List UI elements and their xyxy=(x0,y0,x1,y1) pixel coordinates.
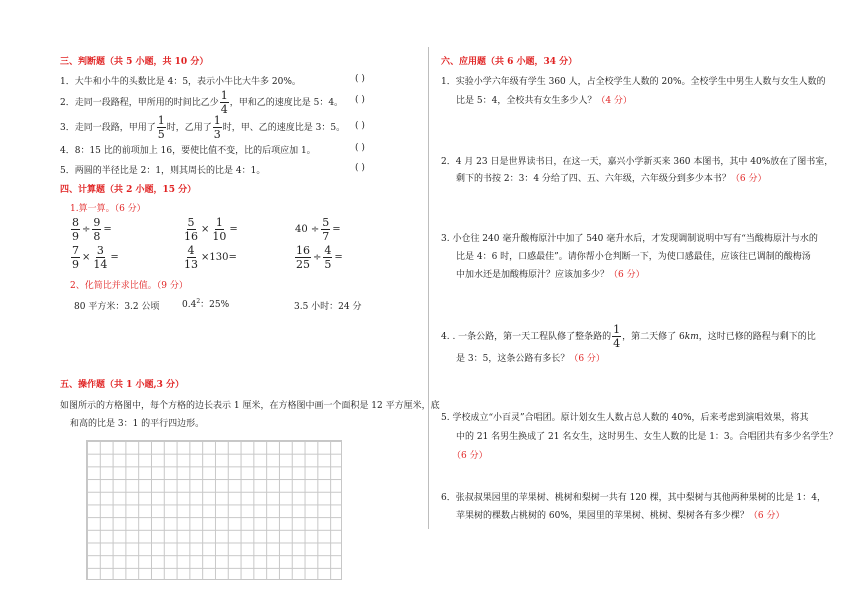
calc-subtitle-1: 1.算一算。（6 分） xyxy=(70,204,146,214)
app-question-4-line-2 xyxy=(456,351,605,364)
judge-question-2-text-b: ，甲和乙的速度比是 5：4。 xyxy=(229,98,344,108)
denominator: 9 xyxy=(72,230,79,243)
points-label: （6 分） xyxy=(748,511,785,521)
judge-question-3-text-a: 3．走同一段路，甲用了 xyxy=(60,123,156,133)
calc-item-6 xyxy=(294,245,344,270)
points-label: （4 分） xyxy=(596,96,632,106)
numerator: 8 xyxy=(72,216,79,229)
app-question-3-line-1: 3. 小仓往 240 毫升酸梅原汁中加了 540 毫升水后，才发现调制说明中写有“当酸梅原汁与水的 xyxy=(441,234,818,244)
numerator: 4 xyxy=(324,244,332,257)
fraction xyxy=(213,115,222,140)
fraction xyxy=(321,217,330,242)
numerator: 1 xyxy=(213,114,221,127)
ratio-item-2 xyxy=(182,297,229,310)
fraction xyxy=(157,115,166,140)
ratio-item-3: 3.5 小时：24 分 xyxy=(294,302,362,312)
numerator: 1 xyxy=(157,114,165,127)
section-3-title: 三、判断题（共 5 小题，共 10 分） xyxy=(60,57,209,67)
operator: ÷ xyxy=(313,252,322,263)
calc-item-1 xyxy=(70,217,113,242)
app-question-1-line-1: 1．实验小学六年级有学生 360 人，占全校学生人数的 20%。全校学生中男生人数与女生人数的 xyxy=(441,77,826,87)
numerator: 16 xyxy=(296,244,310,257)
equals-sign: = xyxy=(229,224,238,235)
fraction xyxy=(211,217,227,242)
points-label: （6 分） xyxy=(569,354,605,364)
app-question-6-line-2 xyxy=(456,508,784,521)
denominator: 10 xyxy=(212,230,227,243)
judge-question-2-text-a: 2．走同一段路程，甲所用的时间比乙少 xyxy=(60,98,219,108)
numerator: 5 xyxy=(187,216,195,229)
denominator: 14 xyxy=(93,258,108,271)
numerator: 5 xyxy=(322,216,330,229)
app-question-2-text: 剩下的书按 2：3：4 分给了四、五、六年级，六年级分到多少本书？ xyxy=(456,174,731,184)
section-5-title: 五、操作题（共 1 小题,3 分） xyxy=(60,380,185,390)
equals-sign: = xyxy=(110,252,119,263)
numerator: 1 xyxy=(215,216,223,229)
operand: 40 ÷ xyxy=(295,224,320,235)
ratio-item-1: 80 平方米：3.2 公顷 xyxy=(74,302,160,312)
app-question-2-line-1: 2．4 月 23 日是世界读书日，在这一天，嘉兴小学新买来 360 本图书，其中 40%放在了图书室， xyxy=(441,157,834,167)
fraction xyxy=(92,217,101,242)
fraction xyxy=(183,217,199,242)
exponent: 2 xyxy=(196,298,201,305)
operator: ÷ xyxy=(82,224,91,235)
points-label: （6 分） xyxy=(730,174,767,184)
answer-paren-5[interactable]: ( ) xyxy=(355,163,365,173)
app-question-6-line-1: 6．张叔叔果园里的苹果树、桃树和梨树一共有 120 棵，其中梨树与其他两种果树的比是 1：4， xyxy=(441,493,826,503)
answer-paren-2[interactable]: ( ) xyxy=(355,95,365,105)
judge-question-3-text-b: 时，乙用了 xyxy=(166,123,212,133)
section-6-title: 六、应用题（共 6 小题，34 分） xyxy=(441,57,578,67)
fraction xyxy=(71,217,80,242)
fraction xyxy=(612,324,621,349)
equals-sign: = xyxy=(103,224,112,235)
equals-sign: = xyxy=(332,224,341,235)
denominator: 25 xyxy=(296,258,310,271)
ratio-base: 0.4 xyxy=(182,300,197,310)
numerator: 1 xyxy=(220,89,228,102)
judge-question-1: 1．大牛和小牛的头数比是 4：5，表示小牛比大牛多 20%。 xyxy=(60,77,301,87)
fraction xyxy=(71,245,80,270)
calc-subtitle-2: 2、化简比并求比值。（9 分） xyxy=(70,281,188,291)
app-question-4-line-1 xyxy=(441,324,816,349)
app-question-2-line-2 xyxy=(456,171,767,184)
numerator: 1 xyxy=(613,323,621,336)
app-question-4-text-c: ，这时已修的路程与剩下的比 xyxy=(698,332,816,342)
calc-item-4 xyxy=(70,245,120,270)
app-question-6-text: 苹果树的棵数占桃树的 60%，果园里的苹果树、桃树、梨树各有多少棵？ xyxy=(456,511,749,521)
app-question-1-line-2 xyxy=(456,93,632,106)
denominator: 3 xyxy=(213,128,221,141)
judge-question-3-text-c: 时，甲、乙的速度比是 3：5。 xyxy=(222,123,346,133)
points-label: （6 分） xyxy=(609,270,645,280)
numerator: 9 xyxy=(93,216,101,229)
denominator: 16 xyxy=(184,230,198,243)
fraction xyxy=(183,245,199,270)
calc-item-5 xyxy=(182,245,238,270)
answer-paren-1[interactable]: ( ) xyxy=(355,74,365,84)
answer-paren-3[interactable]: ( ) xyxy=(355,121,365,131)
calc-item-2 xyxy=(182,217,239,242)
unit-km: km xyxy=(684,332,699,342)
fraction xyxy=(295,245,311,270)
operator: ×130= xyxy=(201,252,237,263)
denominator: 7 xyxy=(322,230,330,243)
equals-sign: = xyxy=(334,252,343,263)
app-question-1-text: 比是 5：4，全校共有女生多少人？ xyxy=(456,96,597,106)
denominator: 8 xyxy=(93,230,101,243)
numerator: 7 xyxy=(72,244,79,257)
denominator: 5 xyxy=(324,258,332,271)
answer-paren-4[interactable]: ( ) xyxy=(355,143,365,153)
judge-question-5: 5．两圆的半径比是 2：1，则其周长的比是 4：1。 xyxy=(60,166,266,176)
numerator: 4 xyxy=(187,244,195,257)
app-question-4-text: 是 3：5，这条公路有多长？ xyxy=(456,354,570,364)
app-question-5-line-2: 中的 21 名男生换成了 21 名女生，这时男生、女生人数的比是 1：3。合唱团共有多少名学生？ xyxy=(456,432,838,442)
app-question-3-text: 中加水还是加酸梅原汁？应该加多少？ xyxy=(456,270,610,280)
denominator: 4 xyxy=(613,337,621,350)
fraction xyxy=(323,245,332,270)
fraction xyxy=(92,245,108,270)
denominator: 4 xyxy=(220,103,228,116)
app-question-4-text-b: ，第二天修了 6 xyxy=(622,332,685,342)
denominator: 9 xyxy=(72,258,79,271)
judge-question-2 xyxy=(60,90,343,115)
denominator: 13 xyxy=(184,258,198,271)
calc-item-3 xyxy=(294,217,342,242)
denominator: 5 xyxy=(157,128,165,141)
app-question-5-line-1: 5. 学校成立“小百灵”合唱团。原计划女生人数占总人数的 40%，后来考虑到演唱效果，将其 xyxy=(441,413,809,423)
section-4-title: 四、计算题（共 2 小题，15 分） xyxy=(60,185,197,195)
operator: × xyxy=(82,252,91,263)
judge-question-3 xyxy=(60,115,345,140)
app-question-3-line-3 xyxy=(456,267,645,280)
operator: × xyxy=(201,224,210,235)
numerator: 3 xyxy=(96,244,104,257)
app-question-3-line-2: 比是 4：6 时，口感最佳”。请你帮小仓判断一下，为使口感最佳，应该往已调制的酸梅汤 xyxy=(456,252,811,262)
square-grid[interactable] xyxy=(86,440,342,580)
fraction xyxy=(220,90,229,115)
app-question-5-points: （6 分） xyxy=(452,451,488,461)
operation-text-line-2: 和高的比是 3：1 的平行四边形。 xyxy=(70,419,205,429)
judge-question-4: 4．8：15 比的前项加上 16，要使比值不变，比的后项应加 1。 xyxy=(60,146,316,156)
column-divider xyxy=(428,47,429,529)
operation-text-line-1: 如图所示的方格图中，每个方格的边长表示 1 厘米，在方格图中画一个面积是 12 平方厘米，底 xyxy=(60,401,440,411)
app-question-4-text-a: 4. . 一条公路，第一天工程队修了整条路的 xyxy=(441,332,612,342)
ratio-rest: ：25% xyxy=(200,300,230,310)
